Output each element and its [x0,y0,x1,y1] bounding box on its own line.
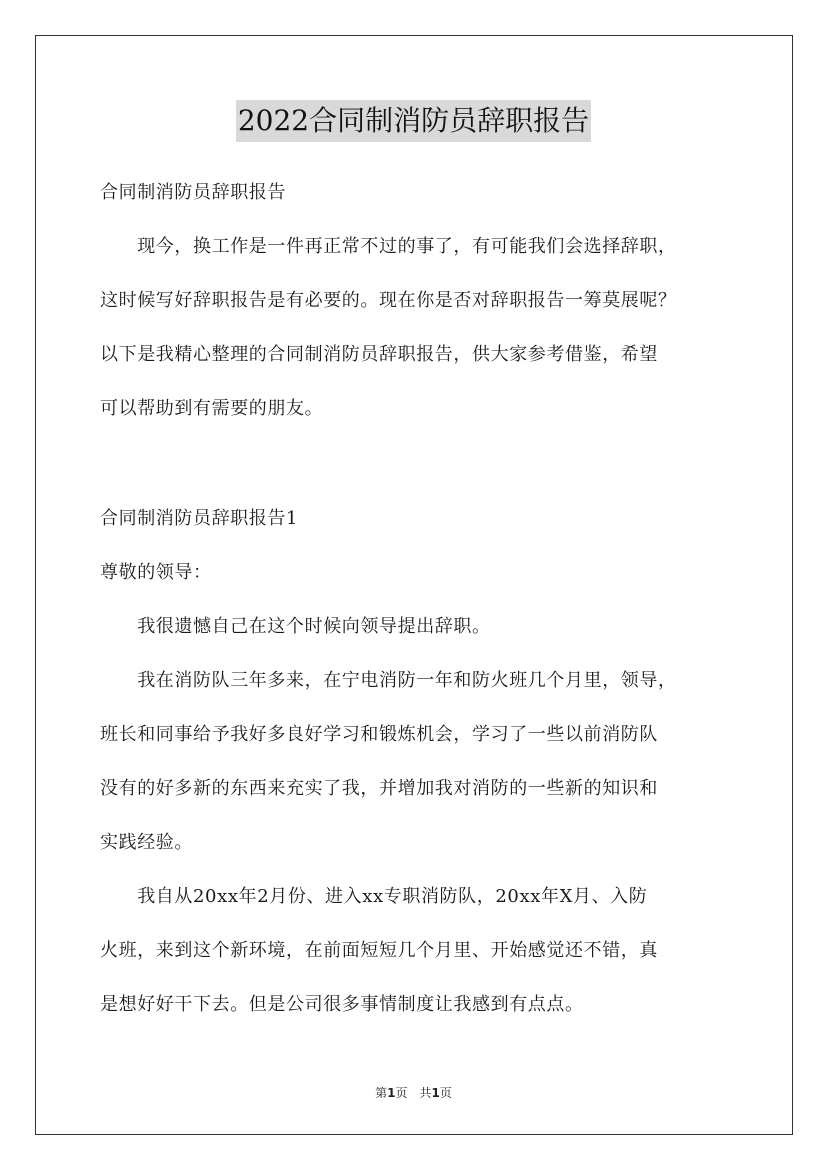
body-line: 我在消防队三年多来，在宁电消防一年和防火班几个月里，领导， [100,670,677,691]
footer-page-current: 1 [387,1086,396,1100]
body-line: 火班，来到这个新环境，在前面短短几个月里、开始感觉还不错，真 [100,940,658,961]
footer-page-total: 1 [431,1086,440,1100]
section-heading: 合同制消防员辞职报告 [100,182,286,203]
body-line: 这时候写好辞职报告是有必要的。现在你是否对辞职报告一筹莫展呢？ [100,290,677,311]
body-line: 实践经验。 [100,832,193,853]
body-line: 我自从20xx年2月份、进入xx专职消防队，20xx年X月、入防 [100,886,648,907]
body-line: 可以帮助到有需要的朋友。 [100,398,324,419]
body-line: 现今，换工作是一件再正常不过的事了，有可能我们会选择辞职， [100,236,677,257]
footer-mid: 页 共 [395,1086,432,1100]
body-line: 是想好好干下去。但是公司很多事情制度让我感到有点点。 [100,994,584,1015]
document-title: 2022合同制消防员辞职报告 [236,100,591,142]
page-footer [0,1084,827,1101]
section-heading: 合同制消防员辞职报告1 [100,508,299,529]
body-line: 以下是我精心整理的合同制消防员辞职报告，供大家参考借鉴，希望 [100,344,658,365]
body-line: 我很遗憾自己在这个时候向领导提出辞职。 [100,616,491,637]
title-container [0,100,827,142]
body-line: 班长和同事给予我好多良好学习和锻炼机会，学习了一些以前消防队 [100,724,658,745]
footer-suffix: 页 [439,1086,452,1100]
body-line: 没有的好多新的东西来充实了我，并增加我对消防的一些新的知识和 [100,778,658,799]
salutation: 尊敬的领导： [100,562,212,583]
footer-prefix: 第 [375,1086,388,1100]
